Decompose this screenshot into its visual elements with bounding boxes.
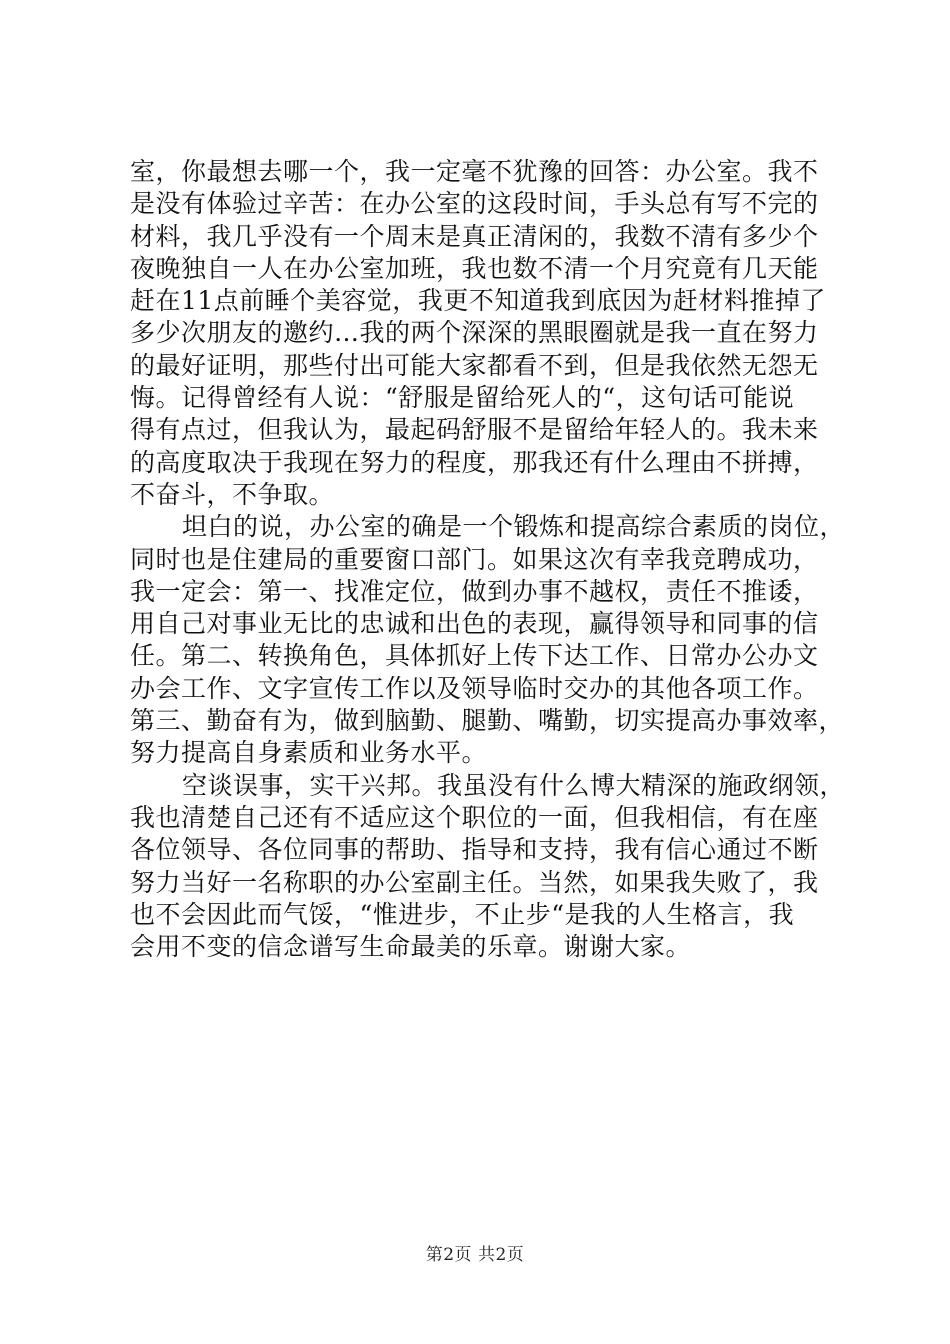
paragraph-2-line: 努力提高自身素质和业务水平。 bbox=[130, 738, 488, 768]
paragraph-2-line: 我一定会：第一、找准定位，做到办事不越权，责任不推诿， bbox=[130, 576, 819, 606]
paragraph-1-line: 赶在11点前睡个美容觉，我更不知道我到底因为赶材料推掉了 bbox=[130, 286, 826, 316]
paragraph-2-line: 任。第二、转换角色，具体抓好上传下达工作、日常办公办文 bbox=[130, 641, 819, 671]
paragraph-1-line: 不奋斗，不争取。 bbox=[130, 479, 335, 509]
paragraph-1-line: 多少次朋友的邀约…我的两个深深的黑眼圈就是我一直在努力 bbox=[130, 318, 819, 348]
paragraph-2-first-line: 坦白的说，办公室的确是一个锻炼和提高综合素质的岗位， bbox=[182, 512, 846, 542]
document-body bbox=[130, 156, 846, 963]
paragraph-3-line: 也不会因此而气馁，“惟进步，不止步“是我的人生格言，我 bbox=[130, 899, 795, 929]
paragraph-2-line: 第三、勤奋有为，做到脑勤、腿勤、嘴勤，切实提高办事效率， bbox=[130, 706, 845, 736]
paragraph-3-first-line: 空谈误事，实干兴邦。我虽没有什么博大精深的施政纲领， bbox=[182, 770, 846, 800]
paragraph-1-line: 的最好证明，那些付出可能大家都看不到，但是我依然无怨无 bbox=[130, 350, 819, 380]
paragraph-2-line: 办会工作、文字宣传工作以及领导临时交办的其他各项工作。 bbox=[130, 673, 819, 703]
paragraph-1-line: 得有点过，但我认为，最起码舒服不是留给年轻人的。我未来 bbox=[130, 415, 819, 445]
paragraph-3-line: 各位领导、各位同事的帮助、指导和支持，我有信心通过不断 bbox=[130, 835, 819, 865]
paragraph-1-line: 材料，我几乎没有一个周末是真正清闲的，我数不清有多少个 bbox=[130, 221, 819, 251]
paragraph-2-line: 用自己对事业无比的忠诚和出色的表现，赢得领导和同事的信 bbox=[130, 609, 819, 639]
paragraph-3-line: 努力当好一名称职的办公室副主任。当然，如果我失败了，我 bbox=[130, 867, 819, 897]
paragraph-1-line: 是没有体验过辛苦：在办公室的这段时间，手头总有写不完的 bbox=[130, 189, 819, 219]
paragraph-1-line: 夜晚独自一人在办公室加班，我也数不清一个月究竟有几天能 bbox=[130, 253, 819, 283]
paragraph-1-line: 悔。记得曾经有人说：“舒服是留给死人的“，这句话可能说 bbox=[130, 383, 795, 413]
paragraph-3-line: 我也清楚自己还有不适应这个职位的一面，但我相信，有在座 bbox=[130, 802, 819, 832]
page-number-footer: 第2页 共2页 bbox=[425, 1245, 525, 1265]
paragraph-1-line: 的高度取决于我现在努力的程度，那我还有什么理由不拼搏， bbox=[130, 447, 819, 477]
paragraph-3-line: 会用不变的信念谱写生命最美的乐章。谢谢大家。 bbox=[130, 932, 692, 962]
paragraph-1-line: 室，你最想去哪一个，我一定毫不犹豫的回答：办公室。我不 bbox=[130, 157, 819, 186]
paragraph-2-line: 同时也是住建局的重要窗口部门。如果这次有幸我竞聘成功， bbox=[130, 544, 819, 574]
